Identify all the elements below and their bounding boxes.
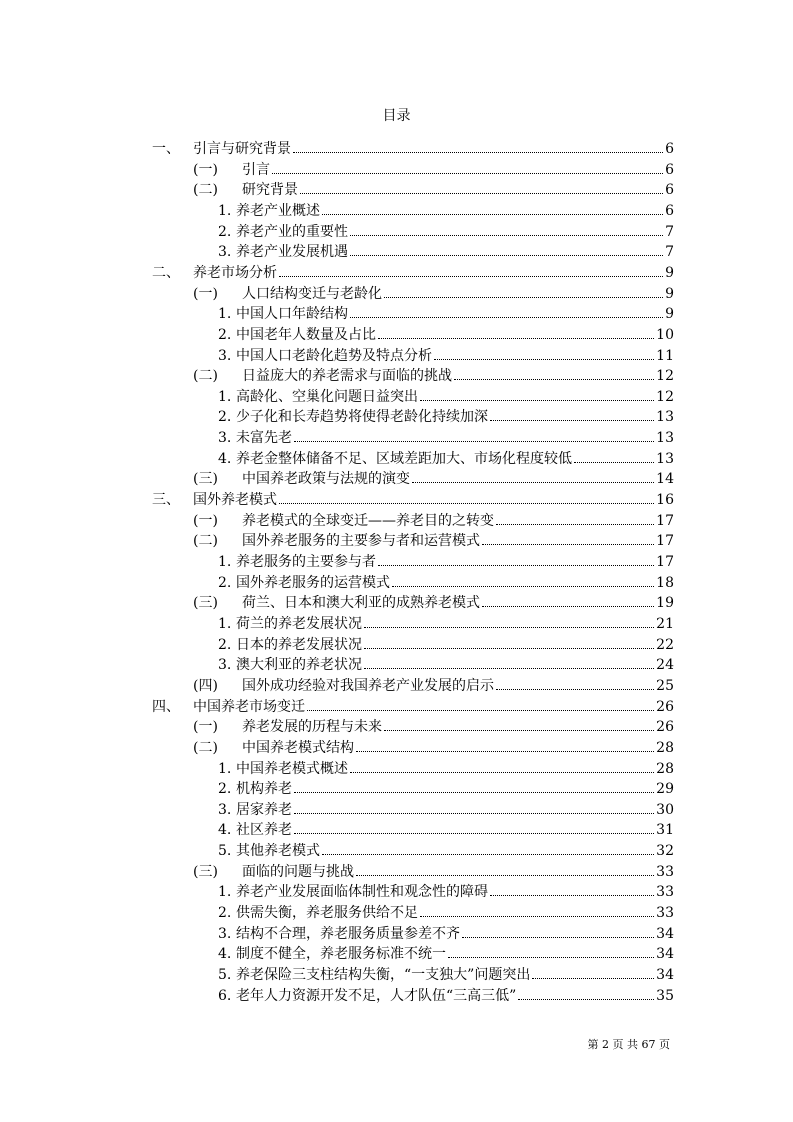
- toc-entry-label: 养老产业的重要性: [236, 223, 348, 240]
- toc-entry[interactable]: [0, 325, 793, 345]
- toc-entry-number: 1.: [218, 388, 232, 405]
- toc-entry[interactable]: [0, 697, 793, 717]
- toc-dot-leader: [350, 316, 663, 318]
- toc-entry-label: 国外养老模式: [193, 492, 277, 509]
- toc-entry-label: 制度不健全，养老服务标准不统一: [236, 946, 446, 963]
- toc-entry-label: 居家养老: [236, 801, 292, 818]
- toc-entry-label: 养老金整体储备不足、区域差距加大、市场化程度较低: [236, 450, 572, 467]
- toc-entry-page: 25: [656, 677, 674, 694]
- toc-dot-leader: [307, 709, 654, 711]
- toc-entry-number: 5.: [218, 843, 232, 860]
- toc-entry-page: 21: [656, 615, 674, 632]
- toc-entry-number: 1.: [218, 202, 232, 219]
- toc-entry-number: (四): [193, 677, 218, 694]
- toc-entry-page: 16: [656, 492, 674, 509]
- toc-entry[interactable]: [0, 428, 793, 448]
- toc-entry-number: (一): [193, 512, 218, 529]
- toc-entry-number: 一、: [152, 141, 180, 157]
- toc-entry-label: 引言与研究背景: [193, 141, 291, 157]
- toc-entry-label: 中国养老政策与法规的演变: [242, 471, 410, 488]
- toc-entry[interactable]: [0, 449, 793, 469]
- toc-entry[interactable]: [0, 160, 793, 180]
- toc-dot-leader: [490, 894, 654, 896]
- toc-entry-number: 2.: [218, 409, 232, 426]
- toc-entry-label: 老年人力资源开发不足，人才队伍“三高三低”: [236, 987, 517, 1004]
- toc-entry-number: 1.: [218, 884, 232, 901]
- toc-entry[interactable]: [0, 800, 793, 820]
- toc-dot-leader: [378, 337, 654, 339]
- toc-dot-leader: [384, 296, 663, 298]
- toc-entry-page: 26: [656, 719, 674, 736]
- toc-entry-number: (三): [193, 863, 218, 880]
- toc-entry-label: 澳大利亚的养老状况: [236, 657, 362, 674]
- toc-entry-number: (二): [193, 739, 218, 756]
- toc-dot-leader: [490, 419, 654, 421]
- toc-entry-label: 结构不合理，养老服务质量参差不齐: [236, 925, 460, 942]
- toc-entry-number: 3.: [218, 925, 232, 942]
- toc-entry[interactable]: [0, 655, 793, 675]
- toc-entry-label: 研究背景: [242, 182, 298, 199]
- toc-entry[interactable]: [0, 180, 793, 200]
- toc-title: 目录: [382, 108, 411, 124]
- toc-entry-number: 3.: [218, 244, 232, 261]
- toc-entry-number: 1.: [218, 554, 232, 570]
- toc-entry-number: (一): [193, 719, 218, 736]
- toc-dot-leader: [350, 234, 663, 236]
- toc-entry-page: 34: [656, 967, 674, 983]
- toc-entry[interactable]: [0, 242, 793, 262]
- toc-entry-label: 养老发展的历程与未来: [242, 719, 382, 736]
- toc-entry-label: 供需失衡，养老服务供给不足: [236, 905, 418, 922]
- toc-entry-label: 中国养老模式概述: [236, 760, 348, 777]
- toc-dot-leader: [482, 605, 654, 607]
- toc-dot-leader: [434, 358, 654, 360]
- toc-entry-page: 32: [656, 843, 674, 860]
- toc-entry-page: 33: [656, 884, 674, 901]
- page-footer: 第 2 页 共 67 页: [587, 1038, 670, 1051]
- toc-entry-number: 3.: [218, 801, 232, 818]
- toc-entry-page: 6: [665, 182, 674, 199]
- toc-entry-label: 养老保险三支柱结构失衡，“一支独大”问题突出: [236, 967, 531, 983]
- toc-entry-label: 养老产业发展机遇: [236, 244, 348, 261]
- toc-entry[interactable]: [0, 738, 793, 758]
- toc-dot-leader: [294, 832, 654, 834]
- toc-entry-page: 33: [656, 905, 674, 922]
- toc-entry-label: 引言: [242, 161, 270, 178]
- toc-entry[interactable]: [0, 759, 793, 779]
- toc-entry-label: 日本的养老发展状况: [236, 636, 362, 653]
- toc-entry-number: 3.: [218, 347, 232, 364]
- toc-dot-leader: [356, 874, 654, 876]
- toc-entry-page: 11: [656, 347, 674, 364]
- toc-entry-label: 国外养老服务的主要参与者和运营模式: [242, 533, 480, 550]
- toc-entry-label: 中国养老市场变迁: [193, 698, 305, 715]
- toc-entry-label: 日益庞大的养老需求与面临的挑战: [242, 368, 452, 385]
- toc-entry-page: 12: [656, 388, 674, 405]
- toc-entry-page: 10: [656, 326, 674, 343]
- toc-entry[interactable]: [0, 882, 793, 902]
- toc-entry-page: 29: [656, 781, 674, 798]
- toc-dot-leader: [420, 399, 654, 401]
- toc-dot-leader: [378, 564, 654, 566]
- toc-entry-page: 9: [665, 285, 674, 302]
- toc-entry-number: 3.: [218, 657, 232, 674]
- toc-entry-label: 未富先老: [236, 430, 292, 447]
- toc-entry-page: 17: [656, 554, 674, 570]
- toc-dot-leader: [300, 192, 663, 194]
- toc-entry-number: 2.: [218, 326, 232, 343]
- toc-entry-number: 1.: [218, 615, 232, 632]
- toc-dot-leader: [532, 977, 654, 979]
- toc-entry[interactable]: [0, 284, 793, 304]
- toc-entry-number: (一): [193, 161, 218, 178]
- toc-dot-leader: [496, 523, 654, 525]
- toc-dot-leader: [482, 543, 654, 545]
- toc-entry[interactable]: [0, 573, 793, 593]
- toc-entry[interactable]: [0, 552, 793, 572]
- toc-entry-number: (二): [193, 533, 218, 550]
- toc-entry-label: 国外成功经验对我国养老产业发展的启示: [242, 677, 494, 694]
- toc-dot-leader: [294, 440, 654, 442]
- toc-entry[interactable]: [0, 862, 793, 882]
- toc-entry-page: 6: [665, 202, 674, 219]
- toc-entry[interactable]: [0, 304, 793, 324]
- toc-entry-page: 7: [665, 223, 674, 240]
- toc-entry-page: 19: [656, 595, 674, 612]
- toc-entry-label: 其他养老模式: [236, 843, 320, 860]
- toc-entry-page: 34: [656, 925, 674, 942]
- toc-entry[interactable]: [0, 201, 793, 221]
- toc-entry-label: 中国养老模式结构: [242, 739, 354, 756]
- toc-entry-label: 中国老年人数量及占比: [236, 326, 376, 343]
- toc-entry-number: 2.: [218, 781, 232, 798]
- toc-entry-page: 13: [656, 450, 674, 467]
- toc-entry-page: 24: [656, 657, 674, 674]
- toc-entry-page: 9: [665, 264, 674, 281]
- toc-entry-label: 养老产业概述: [236, 202, 320, 219]
- toc-entry-page: 28: [656, 760, 674, 777]
- toc-entry-page: 12: [656, 368, 674, 385]
- toc-entry-number: (一): [193, 285, 218, 302]
- toc-entry[interactable]: [0, 924, 793, 944]
- toc-entry-number: 3.: [218, 430, 232, 447]
- toc-entry[interactable]: [0, 469, 793, 489]
- toc-dot-leader: [279, 502, 654, 504]
- toc-dot-leader: [294, 812, 654, 814]
- toc-entry[interactable]: [0, 903, 793, 923]
- toc-entry-label: 养老服务的主要参与者: [236, 554, 376, 570]
- toc-entry-page: 6: [665, 161, 674, 178]
- toc-entry-number: (三): [193, 471, 218, 488]
- toc-entry[interactable]: [0, 944, 793, 964]
- toc-dot-leader: [272, 172, 663, 174]
- toc-entry-number: 二、: [152, 264, 180, 281]
- toc-dot-leader: [384, 729, 654, 731]
- toc-entry-number: 2.: [218, 223, 232, 240]
- toc-entry-page: 13: [656, 430, 674, 447]
- toc-entry[interactable]: [0, 511, 793, 531]
- toc-entry-number: 1.: [218, 760, 232, 777]
- toc-entry-number: 四、: [152, 698, 180, 715]
- toc-entry-number: (二): [193, 182, 218, 199]
- toc-entry-label: 社区养老: [236, 822, 292, 839]
- toc-entry-label: 机构养老: [236, 781, 292, 798]
- toc-entry-number: 4.: [218, 946, 232, 963]
- toc-entry[interactable]: [0, 139, 793, 159]
- toc-dot-leader: [420, 915, 654, 917]
- toc-dot-leader: [392, 585, 654, 587]
- toc-entry[interactable]: [0, 346, 793, 366]
- toc-dot-leader: [279, 275, 663, 277]
- toc-entry-number: 三、: [152, 492, 180, 509]
- toc-dot-leader: [454, 378, 654, 380]
- toc-dot-leader: [294, 791, 654, 793]
- toc-entry[interactable]: [0, 263, 793, 283]
- toc-entry-number: 4.: [218, 822, 232, 839]
- toc-entry-page: 17: [656, 512, 674, 529]
- toc-entry[interactable]: [0, 841, 793, 861]
- toc-dot-leader: [448, 956, 654, 958]
- toc-entry-page: 9: [665, 306, 674, 323]
- toc-entry-page: 18: [656, 574, 674, 591]
- toc-entry-page: 35: [656, 987, 674, 1004]
- toc-entry[interactable]: [0, 614, 793, 634]
- toc-entry-number: (三): [193, 595, 218, 612]
- toc-entry-label: 面临的问题与挑战: [242, 863, 354, 880]
- toc-entry-page: 14: [656, 471, 674, 488]
- toc-entry-label: 国外养老服务的运营模式: [236, 574, 390, 591]
- toc-dot-leader: [356, 750, 654, 752]
- toc-dot-leader: [322, 213, 663, 215]
- toc-entry-number: 2.: [218, 636, 232, 653]
- toc-entry-label: 中国人口老龄化趋势及特点分析: [236, 347, 432, 364]
- toc-entry-page: 33: [656, 863, 674, 880]
- toc-entry[interactable]: [0, 387, 793, 407]
- toc-entry-number: 1.: [218, 306, 232, 323]
- toc-entry-label: 养老产业发展面临体制性和观念性的障碍: [236, 884, 488, 901]
- toc-entry[interactable]: [0, 965, 793, 985]
- toc-entry-label: 荷兰、日本和澳大利亚的成熟养老模式: [242, 595, 480, 612]
- toc-dot-leader: [412, 481, 654, 483]
- toc-entry[interactable]: [0, 366, 793, 386]
- toc-entry-label: 中国人口年龄结构: [236, 306, 348, 323]
- toc-entry[interactable]: [0, 222, 793, 242]
- toc-dot-leader: [350, 771, 654, 773]
- toc-entry-page: 34: [656, 946, 674, 963]
- toc-entry-number: 2.: [218, 905, 232, 922]
- toc-entry-number: (二): [193, 368, 218, 385]
- toc-entry-number: 6.: [218, 987, 232, 1004]
- toc-entry[interactable]: [0, 593, 793, 613]
- toc-entry-label: 养老模式的全球变迁——养老目的之转变: [242, 512, 494, 529]
- toc-dot-leader: [518, 998, 654, 1000]
- toc-entry-page: 17: [656, 533, 674, 550]
- toc-dot-leader: [293, 151, 663, 153]
- toc-entry-page: 26: [656, 698, 674, 715]
- toc-entry[interactable]: [0, 490, 793, 510]
- toc-entry[interactable]: [0, 676, 793, 696]
- toc-dot-leader: [496, 688, 654, 690]
- toc-entry[interactable]: [0, 531, 793, 551]
- toc-entry-page: 30: [656, 801, 674, 818]
- toc-entry-page: 6: [665, 141, 674, 157]
- toc-dot-leader: [364, 667, 654, 669]
- toc-entry-number: 4.: [218, 450, 232, 467]
- toc-entry[interactable]: [0, 717, 793, 737]
- toc-entry-label: 少子化和长寿趋势将使得老龄化持续加深: [236, 409, 488, 426]
- toc-entry-page: 7: [665, 244, 674, 261]
- toc-entry-page: 28: [656, 739, 674, 756]
- toc-entry-number: 2.: [218, 574, 232, 591]
- toc-entry-label: 人口结构变迁与老龄化: [242, 285, 382, 302]
- toc-dot-leader: [364, 647, 654, 649]
- toc-entry-label: 养老市场分析: [193, 264, 277, 281]
- toc-entry-page: 13: [656, 409, 674, 426]
- toc-entry[interactable]: [0, 407, 793, 427]
- toc-entry-number: 5.: [218, 967, 232, 983]
- toc-dot-leader: [574, 461, 654, 463]
- toc-entry-page: 31: [656, 822, 674, 839]
- toc-dot-leader: [364, 626, 654, 628]
- toc-entry-page: 22: [656, 636, 674, 653]
- toc-entry[interactable]: [0, 779, 793, 799]
- toc-entry[interactable]: [0, 986, 793, 1006]
- toc-entry-label: 高龄化、空巢化问题日益突出: [236, 388, 418, 405]
- toc-entry-label: 荷兰的养老发展状况: [236, 615, 362, 632]
- toc-dot-leader: [462, 936, 654, 938]
- toc-entry[interactable]: [0, 820, 793, 840]
- toc-entry[interactable]: [0, 635, 793, 655]
- toc-dot-leader: [350, 254, 663, 256]
- toc-dot-leader: [322, 853, 654, 855]
